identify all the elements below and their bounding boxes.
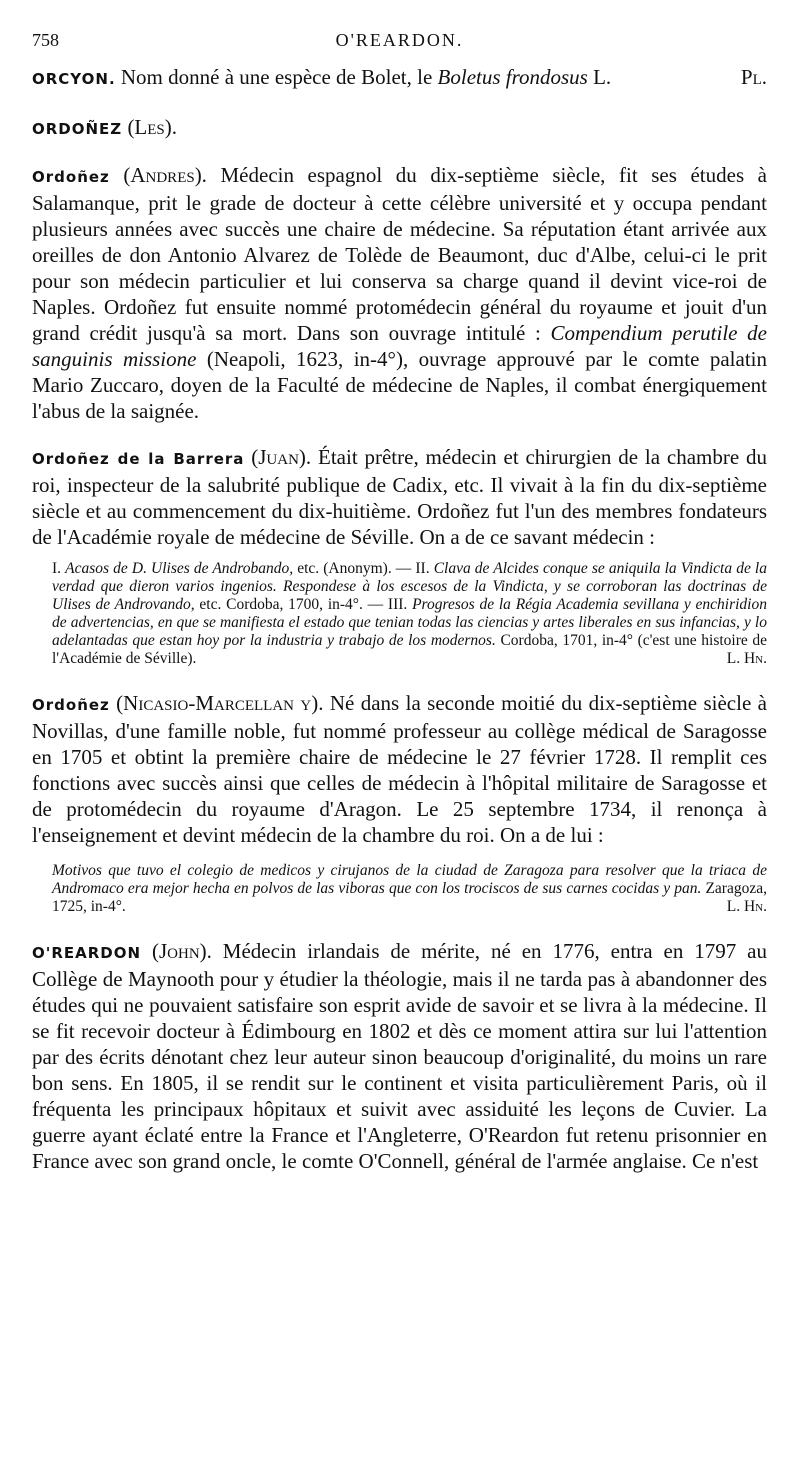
page-number: 758 bbox=[32, 30, 59, 50]
entry-headword: Ordoñez bbox=[32, 696, 110, 714]
entry-text: L. bbox=[587, 65, 612, 89]
author-signature: Pl. bbox=[740, 65, 767, 89]
entry-text: Né dans la seconde moitié du dix-septième siècle à Novillas, d'une famille noble, fut nommé professeur au collège médical de Saragosse en 1705 et obtint la première chaire de médecine le 27 février 1728. Il remplit ces fonctions avec succès ainsi que celles de médecin à l'hôpital militaire de Saragosse et de protomédecin du royaume d'Aragon. Le 25 septembre 1734, il renonça à l'enseignement et devint médecin de la chambre du roi. On a de lui : bbox=[32, 691, 767, 847]
entry-headword: Ordoñez de la Barrera bbox=[32, 450, 245, 468]
page-header bbox=[32, 30, 767, 60]
entry-text: (Neapoli, 1623, in-4°), ouvrage approuvé par le comte palatin Mario Zuccaro, doyen de la Faculté de médecine de Naples, il combat énergiquement l'abus de la saignée. bbox=[32, 347, 767, 423]
entry-given-name: (Juan). bbox=[251, 445, 312, 469]
entry-given-name: (John). bbox=[151, 939, 212, 963]
entry-headword: O'REARDON bbox=[32, 944, 142, 962]
entry-ordonez-nicasio bbox=[32, 690, 767, 848]
entry-ordonez-les bbox=[32, 114, 767, 142]
entry-headword: Ordoñez bbox=[32, 168, 110, 186]
entry-given-name: (Les). bbox=[127, 115, 178, 139]
bib-text: etc. Cordoba, 1700, in-4°. — III. bbox=[194, 596, 413, 613]
bibliography-juan bbox=[52, 560, 767, 668]
dictionary-page bbox=[32, 30, 767, 1174]
bib-text: Cordoba, 1701, in-4° (c'est une histoire de l'Académie de Séville). bbox=[52, 632, 767, 667]
entry-oreardon bbox=[32, 938, 767, 1174]
entry-title-italic: Compendium perutile de sanguinis missione bbox=[32, 321, 767, 371]
entry-orcyon bbox=[32, 64, 767, 92]
entry-ordonez-juan bbox=[32, 444, 767, 550]
entry-title-italic: Boletus frondosus bbox=[437, 65, 588, 89]
bib-title: Motivos que tuvo el colegio de medicos y cirujanos de la ciudad de Zaragoza para resolver que la triaca de Andromaco era mejor hecha en polvos de las viboras que con los trociscos de sus carnes cocidas y pan. bbox=[52, 862, 767, 897]
entry-ordonez-andres bbox=[32, 162, 767, 424]
entry-text: Médecin irlandais de mérite, né en 1776, entra en 1797 au Collège de Maynooth pour y étudier la théologie, mais il ne tarda pas à abandonner des études qui ne pouvaient satisfaire son esprit avide de savoir et se livra à la médecine. Il se fit recevoir docteur à Édimbourg en 1802 et dès ce moment attira sur lui l'attention par des écrits dénotant chez leur auteur sinon beaucoup d'originalité, du moins un rare bon sens. En 1805, il se rendit sur le continent et visita particulièrement Paris, où il fréquenta les principaux hôpitaux et suivit avec assiduité les leçons de Cuvier. La guerre ayant éclaté entre la France et l'Angleterre, O'Reardon fut retenu prisonnier en France avec son grand oncle, le comte O'Connell, général de l'armée anglaise. Ce n'est bbox=[32, 939, 767, 1173]
entry-text: Était prêtre, médecin et chirurgien de la chambre du roi, inspecteur de la salubrité publique de Cadix, etc. Il vivait à la fin du dix-septième siècle et au commencement du dix-huitième. Ordoñez fut l'un des membres fondateurs de l'Académie royale de médecine de Séville. On a de ce savant médecin : bbox=[32, 445, 768, 549]
bib-title: Progresos de la Régia Academia sevillana y enchiridion de advertencias, en que se manifiesta el estado que tenian todas las ciencias y artes liberales en sus infancias, y lo adelantadas que estan hoy por la industria y trabajo de los modernos. bbox=[52, 596, 767, 649]
bib-title: Acasos de D. Ulises de Androbando, bbox=[65, 560, 294, 577]
entry-text: Nom donné à une espèce de Bolet, le bbox=[120, 65, 438, 89]
author-signature: L. Hn. bbox=[726, 650, 767, 667]
bib-text: etc. (Anonym). — II. bbox=[293, 560, 434, 577]
bib-text: Zaragoza, 1725, in-4°. bbox=[52, 880, 767, 915]
entry-given-name: (Nicasio-Marcellan y). bbox=[116, 691, 324, 715]
entry-headword: ORDOÑEZ bbox=[32, 120, 123, 138]
bib-title: Clava de Alcides conque se aniquila la Vindicta de la verdad que dieron varios ingenios. Respondese à los escesos de la Vindicta, y se corroboran las doctrinas de Ulises de Androvando, bbox=[52, 560, 767, 613]
running-title: O'REARDON. bbox=[335, 30, 464, 50]
entry-given-name: (Andres). bbox=[123, 163, 207, 187]
author-signature: L. Hn. bbox=[726, 898, 767, 915]
bibliography-nicasio bbox=[52, 862, 767, 916]
entry-headword: ORCYON. bbox=[32, 70, 116, 88]
entry-text: Médecin espagnol du dix-septième siècle, fit ses études à Salamanque, prit le grade de docteur à cette célèbre université et y occupa pendant plusieurs années avec succès une chaire de médecine. Sa réputation étant arrivée aux oreilles de don Antonio Alvarez de Tolède de Beaumont, duc d'Albe, celui-ci le prit pour son médecin particulier et lui conserva sa charge quand il devint vice-roi de Naples. Ordoñez fut ensuite nommé protomédecin général du royaume et jouit d'un grand crédit jusqu'à sa mort. Dans son ouvrage intitulé : bbox=[32, 163, 768, 345]
bib-number: I. bbox=[52, 560, 66, 577]
